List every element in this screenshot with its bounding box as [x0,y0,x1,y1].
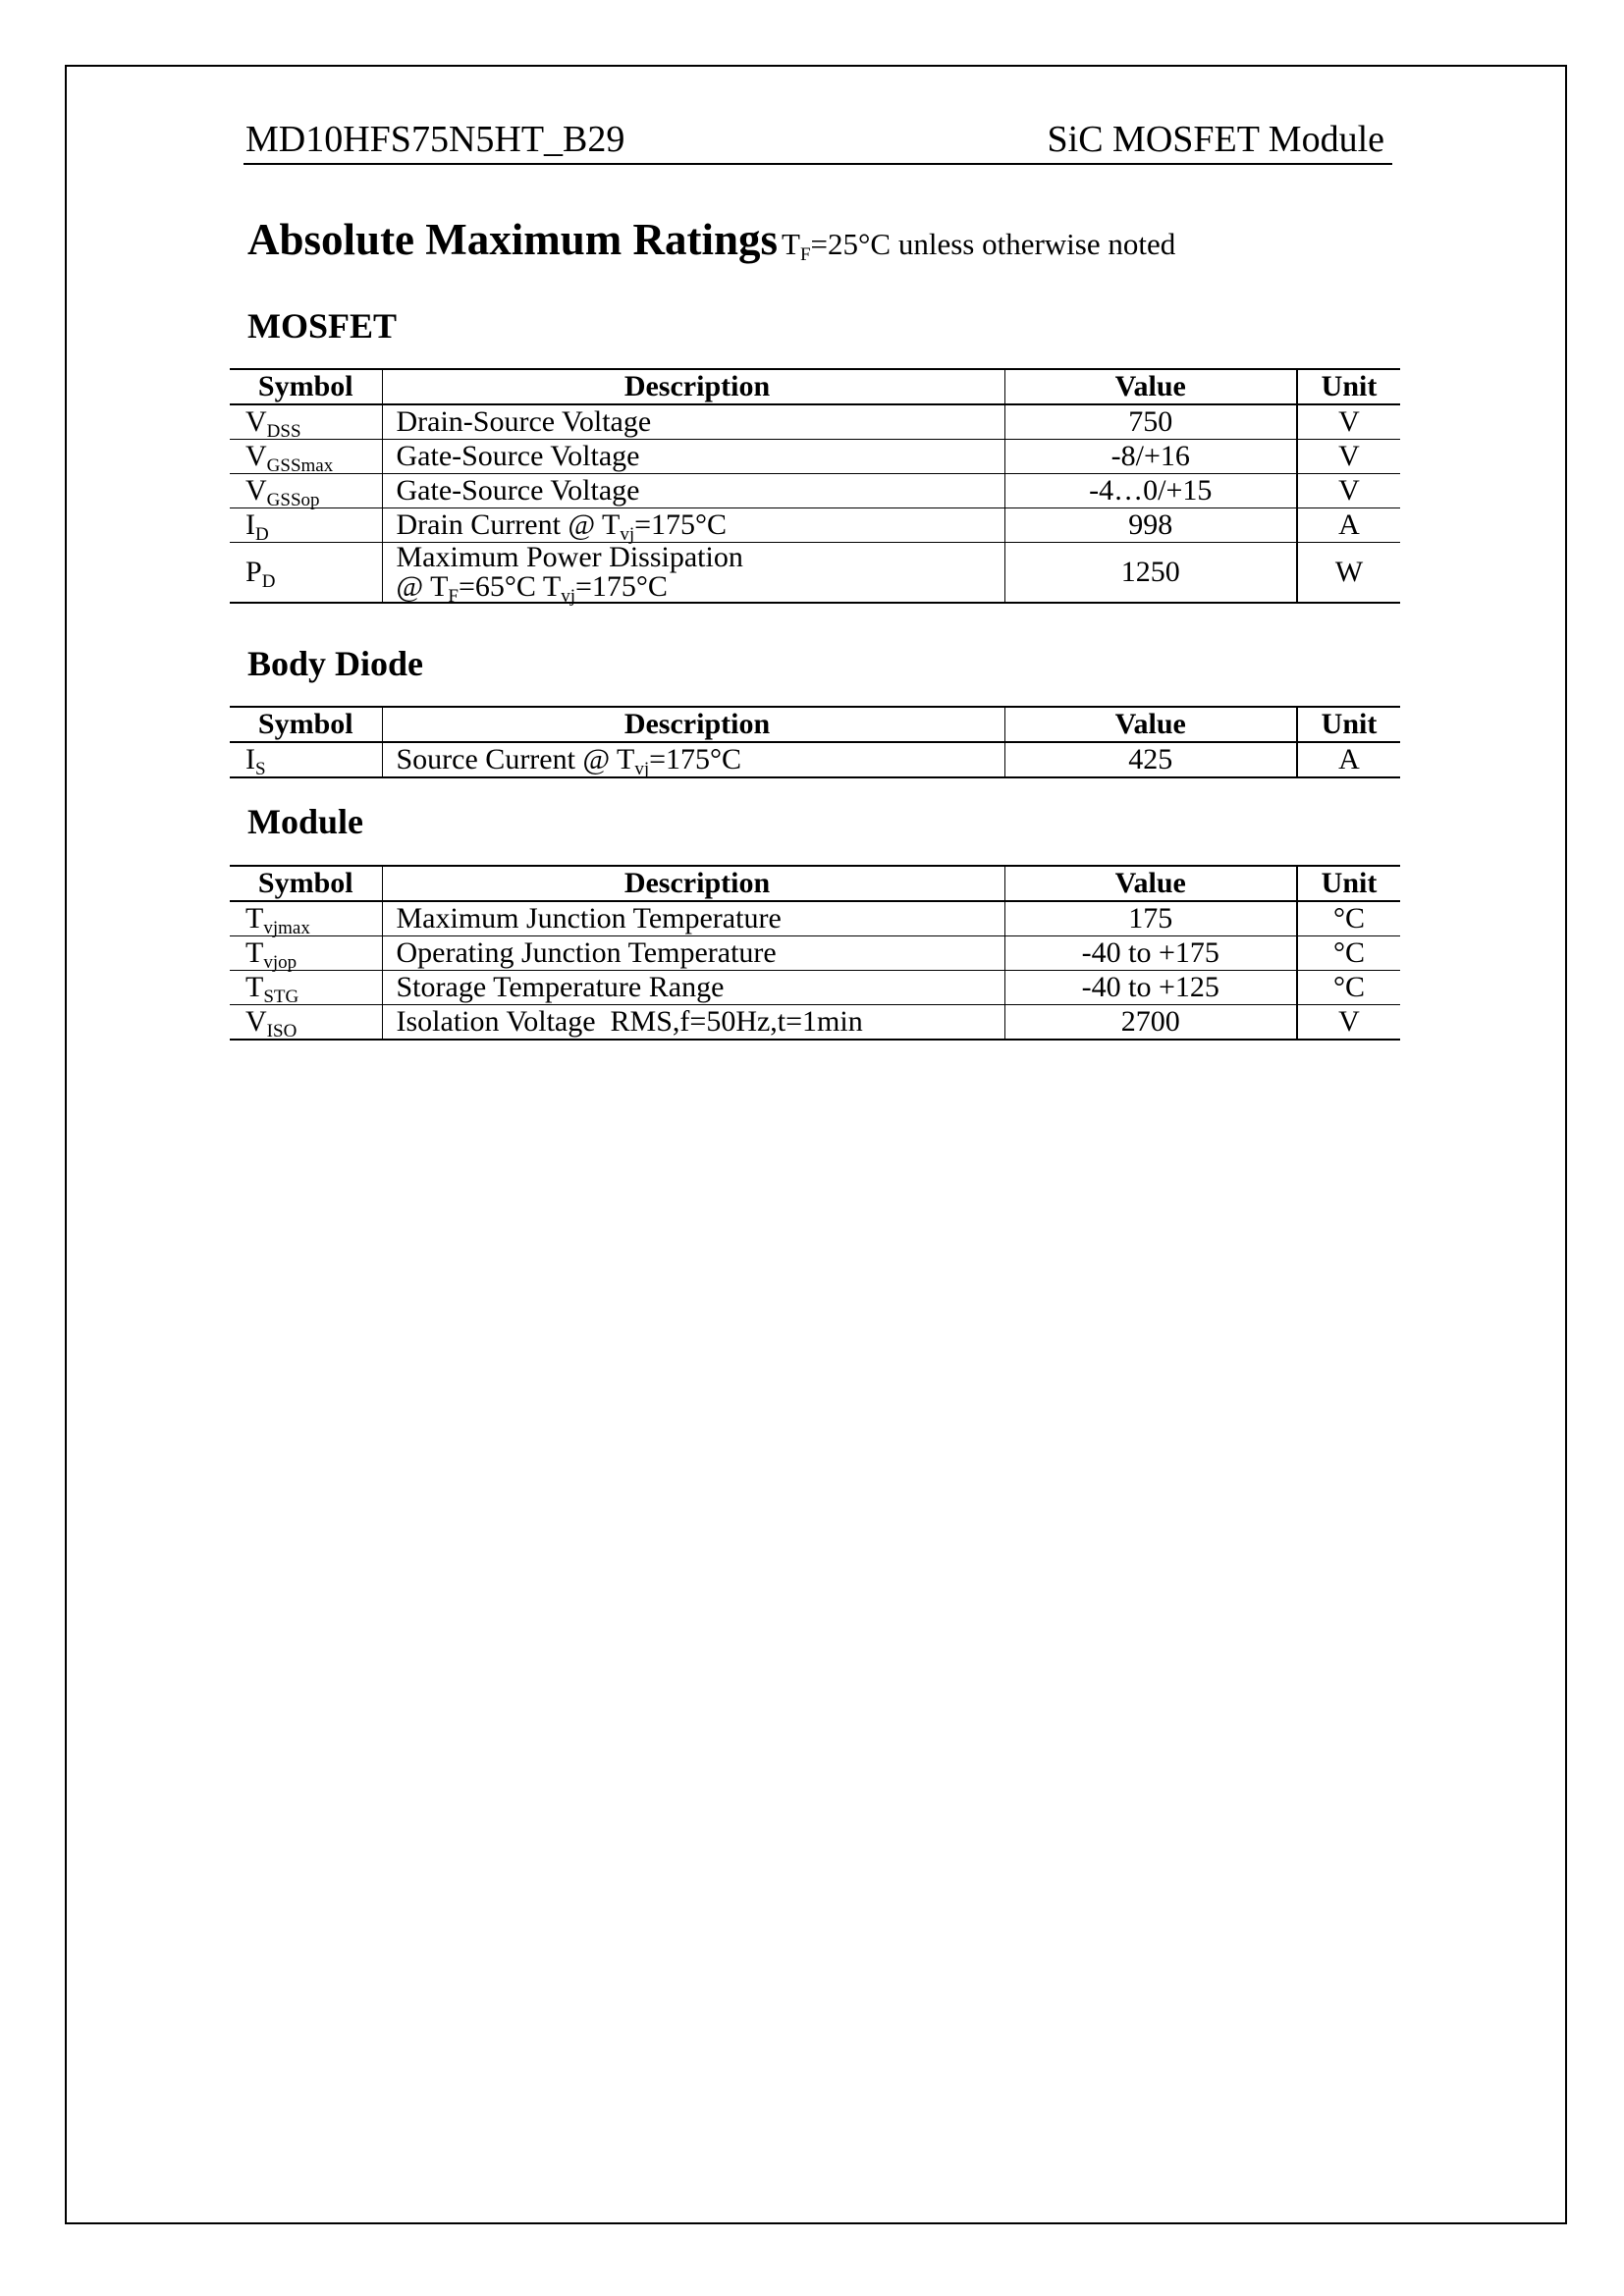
symbol-cell: $T_{vjmax}$ [230,901,382,936]
part-number: MD10HFS75N5HT_B29 [245,119,625,160]
column-header-description: Description [382,369,1004,404]
column-header-description: Description [382,707,1004,742]
table-row [230,543,1400,604]
column-header-value: Value [1004,866,1297,901]
unit-cell: V [1297,474,1400,508]
body-diode-table [230,706,1400,778]
value-cell: 2700 [1004,1005,1297,1041]
symbol-cell: $V_{ISO}$ [230,1005,382,1041]
table-row [230,936,1400,971]
description-cell: Maximum Power Dissipation @ $T_F=65^\circ C$ $T_{vj}=175^\circ C$ [382,543,1004,604]
symbol-cell: $T_{STG}$ [230,971,382,1005]
title-condition: $T_F=25^\circ C$ unless otherwise noted [782,227,1176,265]
value-cell: 750 [1004,404,1297,440]
description-cell: Operating Junction Temperature [382,936,1004,971]
value-cell: -40 to +175 [1004,936,1297,971]
page-title [247,214,1175,265]
value-cell: -8/+16 [1004,440,1297,474]
table-row [230,440,1400,474]
unit-cell: A [1297,508,1400,543]
table-header-row [230,369,1400,404]
value-cell: 175 [1004,901,1297,936]
column-header-unit: Unit [1297,707,1400,742]
description-cell: Drain-Source Voltage [382,404,1004,440]
unit-cell: V [1297,404,1400,440]
column-header-symbol: Symbol [230,369,382,404]
unit-cell: °C [1297,971,1400,1005]
value-cell: 1250 [1004,543,1297,604]
unit-cell: W [1297,543,1400,604]
column-header-symbol: Symbol [230,866,382,901]
title-main: Absolute Maximum Ratings [247,215,779,264]
unit-cell: V [1297,440,1400,474]
symbol-cell: $I_S$ [230,742,382,777]
table-row [230,901,1400,936]
symbol-cell: $I_D$ [230,508,382,543]
symbol-cell: $V_{GSSop}$ [230,474,382,508]
value-cell: -40 to +125 [1004,971,1297,1005]
value-cell: 425 [1004,742,1297,777]
table-row [230,474,1400,508]
document-type: SiC MOSFET Module [1047,119,1384,160]
table-row [230,1005,1400,1041]
description-cell: Isolation Voltage RMS,f=50Hz,t=1min [382,1005,1004,1041]
column-header-unit: Unit [1297,369,1400,404]
unit-cell: °C [1297,936,1400,971]
description-cell: Drain Current @ $T_{vj}=175^\circ C$ [382,508,1004,543]
column-header-description: Description [382,866,1004,901]
column-header-symbol: Symbol [230,707,382,742]
description-cell: Maximum Junction Temperature [382,901,1004,936]
symbol-cell: $V_{GSSmax}$ [230,440,382,474]
unit-cell: A [1297,742,1400,777]
page-header [244,116,1392,165]
table-row [230,742,1400,777]
description-cell: Gate-Source Voltage [382,440,1004,474]
table-header-row [230,866,1400,901]
module-table [230,865,1400,1041]
unit-cell: °C [1297,901,1400,936]
column-header-value: Value [1004,707,1297,742]
description-cell: Gate-Source Voltage [382,474,1004,508]
symbol-cell: $V_{DSS}$ [230,404,382,440]
mosfet-table [230,368,1400,607]
table-row [230,508,1400,543]
table-row [230,404,1400,440]
description-cell: Source Current @ $T_{vj}=175^\circ C$ [382,742,1004,777]
table-header-row [230,707,1400,742]
table-row [230,971,1400,1005]
description-cell: Storage Temperature Range [382,971,1004,1005]
value-cell: 998 [1004,508,1297,543]
section-title-module: Module [247,802,364,841]
unit-cell: V [1297,1005,1400,1041]
value-cell: -4…0/+15 [1004,474,1297,508]
column-header-unit: Unit [1297,866,1400,901]
section-title-body-diode: Body Diode [247,644,424,683]
column-header-value: Value [1004,369,1297,404]
symbol-cell: $T_{vjop}$ [230,936,382,971]
section-title-mosfet: MOSFET [247,306,398,346]
symbol-cell: $P_D$ [230,543,382,604]
